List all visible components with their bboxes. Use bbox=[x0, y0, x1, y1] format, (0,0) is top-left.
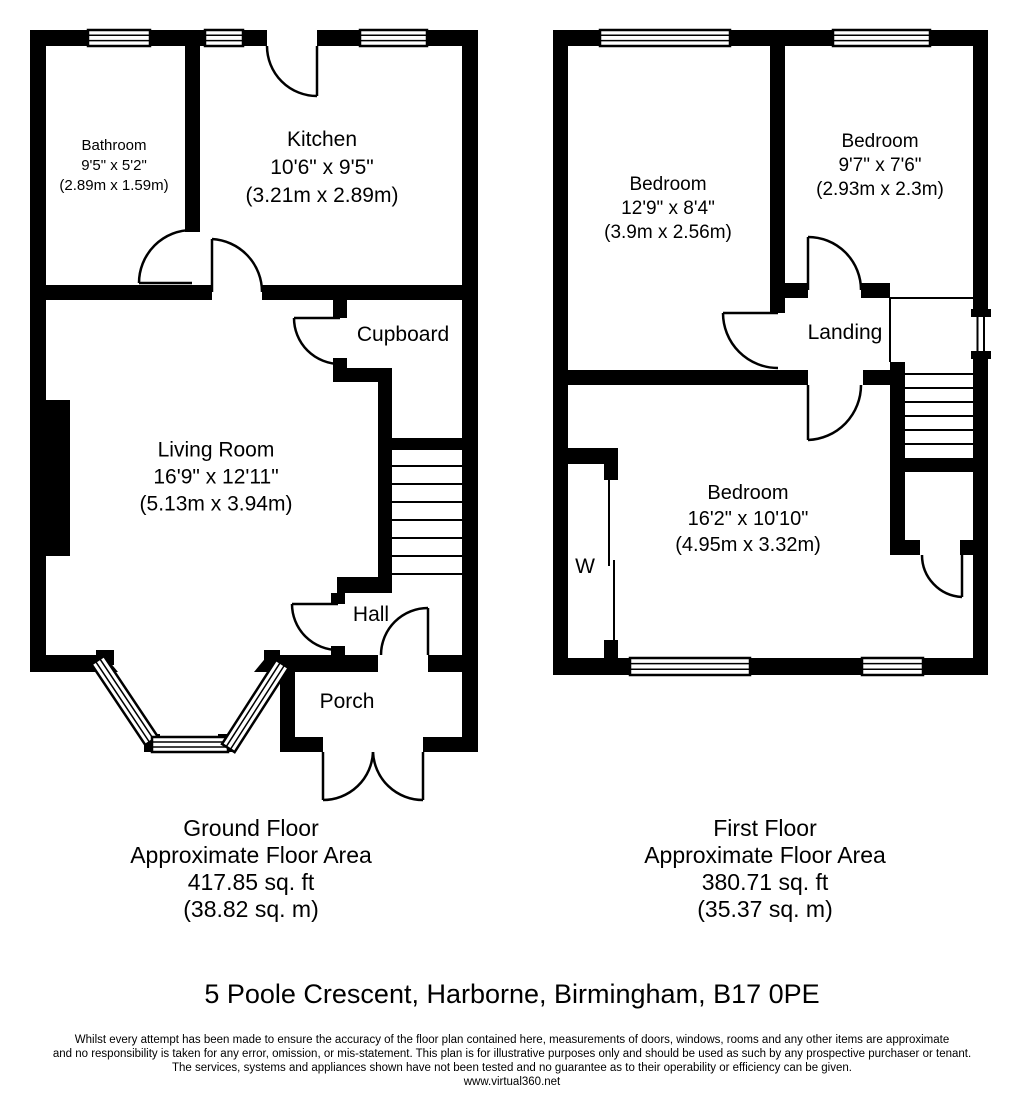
wall bbox=[185, 46, 200, 232]
window bbox=[833, 30, 930, 46]
bedroom-2-door bbox=[808, 237, 861, 290]
ground-floor-summary bbox=[130, 815, 372, 923]
floor-area-m: (35.37 sq. m) bbox=[697, 896, 833, 922]
wardrobe-sliding-door bbox=[609, 478, 614, 645]
room-name: Bedroom bbox=[841, 131, 919, 152]
room-size-imperial: 16'2" x 10'10" bbox=[687, 508, 809, 530]
room-size-metric: (5.13m x 3.94m) bbox=[139, 492, 293, 516]
floor-subtitle: Approximate Floor Area bbox=[644, 842, 886, 868]
room-label-wardrobe: W bbox=[575, 555, 595, 578]
disclaimer-line: The services, systems and appliances shown have not been tested and no guarantee as to their operability or efficiency can be given. bbox=[172, 1062, 852, 1074]
kitchen-back-door bbox=[267, 46, 317, 96]
bay-window bbox=[152, 737, 228, 752]
wall bbox=[861, 283, 890, 298]
wall bbox=[378, 382, 392, 593]
room-size-metric: (2.93m x 2.3m) bbox=[816, 179, 944, 200]
room-size-metric: (2.89m x 1.59m) bbox=[59, 177, 169, 194]
property-address: 5 Poole Crescent, Harborne, Birmingham, B17 0PE bbox=[204, 979, 820, 1009]
wall bbox=[200, 285, 212, 300]
wardrobe-wall bbox=[604, 464, 618, 480]
wall bbox=[890, 472, 905, 540]
wall bbox=[337, 577, 392, 593]
hall-door bbox=[292, 604, 338, 650]
wall bbox=[262, 285, 462, 300]
window bbox=[600, 30, 730, 46]
porch-double-door bbox=[323, 752, 423, 800]
first-floor-windows bbox=[600, 30, 991, 675]
bedroom-1-door bbox=[723, 313, 778, 368]
floor-area-m: (38.82 sq. m) bbox=[183, 896, 319, 922]
website-link: www.virtual360.net bbox=[463, 1076, 561, 1088]
room-size-metric: (4.95m x 3.32m) bbox=[675, 534, 821, 556]
side-window bbox=[971, 309, 991, 359]
wall bbox=[890, 458, 973, 472]
floor-area-ft: 380.71 sq. ft bbox=[701, 869, 829, 895]
room-label-bedroom-2 bbox=[816, 130, 944, 202]
kitchen-door bbox=[212, 239, 262, 292]
wall bbox=[30, 30, 46, 672]
room-label-kitchen bbox=[246, 126, 399, 210]
room-name: Living Room bbox=[157, 438, 275, 462]
room-name: Kitchen bbox=[286, 128, 358, 151]
wall bbox=[770, 46, 785, 313]
room-label-landing: Landing bbox=[807, 321, 883, 344]
room-name: Bedroom bbox=[707, 482, 789, 504]
room-size-imperial: 10'6" x 9'5" bbox=[270, 156, 374, 179]
wall bbox=[553, 30, 568, 675]
wardrobe-wall bbox=[604, 640, 618, 658]
room-label-bedroom-3 bbox=[675, 480, 821, 558]
room-size-metric: (3.9m x 2.56m) bbox=[604, 222, 732, 243]
room-label-hall: Hall bbox=[352, 603, 390, 626]
bedroom-3-door bbox=[808, 385, 861, 440]
first-floor-summary bbox=[644, 815, 886, 923]
wall bbox=[890, 540, 920, 555]
window bbox=[862, 658, 923, 675]
room-label-bathroom bbox=[59, 136, 168, 196]
cupboard-nook-door bbox=[922, 555, 962, 597]
room-label-cupboard: Cupboard bbox=[356, 323, 450, 346]
floor-area-ft: 417.85 sq. ft bbox=[187, 869, 315, 895]
wall bbox=[785, 283, 808, 298]
wall bbox=[890, 362, 905, 472]
room-size-imperial: 16'9" x 12'11" bbox=[153, 465, 279, 489]
cupboard-door bbox=[294, 318, 340, 364]
disclaimer-line: and no responsibility is taken for any error, omission, or mis-statement. This plan is for illustrative purposes only and should be used as such by any prospective purchaser or tenant. bbox=[52, 1048, 972, 1060]
disclaimer bbox=[53, 1033, 971, 1089]
wall bbox=[423, 737, 478, 752]
first-floor-plan bbox=[553, 30, 991, 675]
wall bbox=[331, 593, 345, 604]
wall bbox=[960, 540, 973, 555]
floor-subtitle: Approximate Floor Area bbox=[130, 842, 372, 868]
chimney-breast bbox=[46, 400, 70, 556]
wall bbox=[333, 358, 347, 382]
wall bbox=[428, 655, 478, 672]
wardrobe-wall bbox=[553, 448, 618, 464]
ground-floor-stairs bbox=[392, 466, 462, 574]
room-size-imperial: 12'9" x 8'4" bbox=[621, 198, 715, 219]
wall bbox=[568, 370, 808, 385]
window bbox=[360, 30, 427, 46]
wall bbox=[333, 300, 347, 318]
wall bbox=[378, 438, 462, 450]
disclaimer-line: Whilst every attempt has been made to ensure the accuracy of the floor plan contained here, measurements of doors, windows, rooms and any other items are approximate bbox=[74, 1034, 950, 1046]
room-size-metric: (3.21m x 2.89m) bbox=[245, 184, 399, 207]
wall bbox=[30, 285, 205, 300]
bay-window bbox=[92, 656, 158, 745]
room-name: Bedroom bbox=[629, 174, 707, 195]
floor-title: First Floor bbox=[713, 815, 817, 841]
floor-title: Ground Floor bbox=[183, 815, 319, 841]
bay-window bbox=[222, 660, 289, 752]
door-gap bbox=[267, 30, 317, 46]
room-size-imperial: 9'7" x 7'6" bbox=[838, 155, 922, 176]
wall bbox=[280, 737, 323, 752]
room-label-bedroom-1 bbox=[604, 173, 732, 245]
first-floor-walls bbox=[553, 30, 988, 675]
room-label-porch: Porch bbox=[319, 690, 375, 713]
wall bbox=[347, 368, 392, 382]
room-label-living-room bbox=[140, 437, 293, 518]
room-name: Bathroom bbox=[81, 137, 147, 154]
window bbox=[205, 30, 243, 46]
window bbox=[88, 30, 150, 46]
room-size-imperial: 9'5" x 5'2" bbox=[81, 157, 147, 174]
wall bbox=[462, 30, 478, 752]
window bbox=[630, 658, 750, 675]
bathroom-door bbox=[139, 230, 192, 283]
